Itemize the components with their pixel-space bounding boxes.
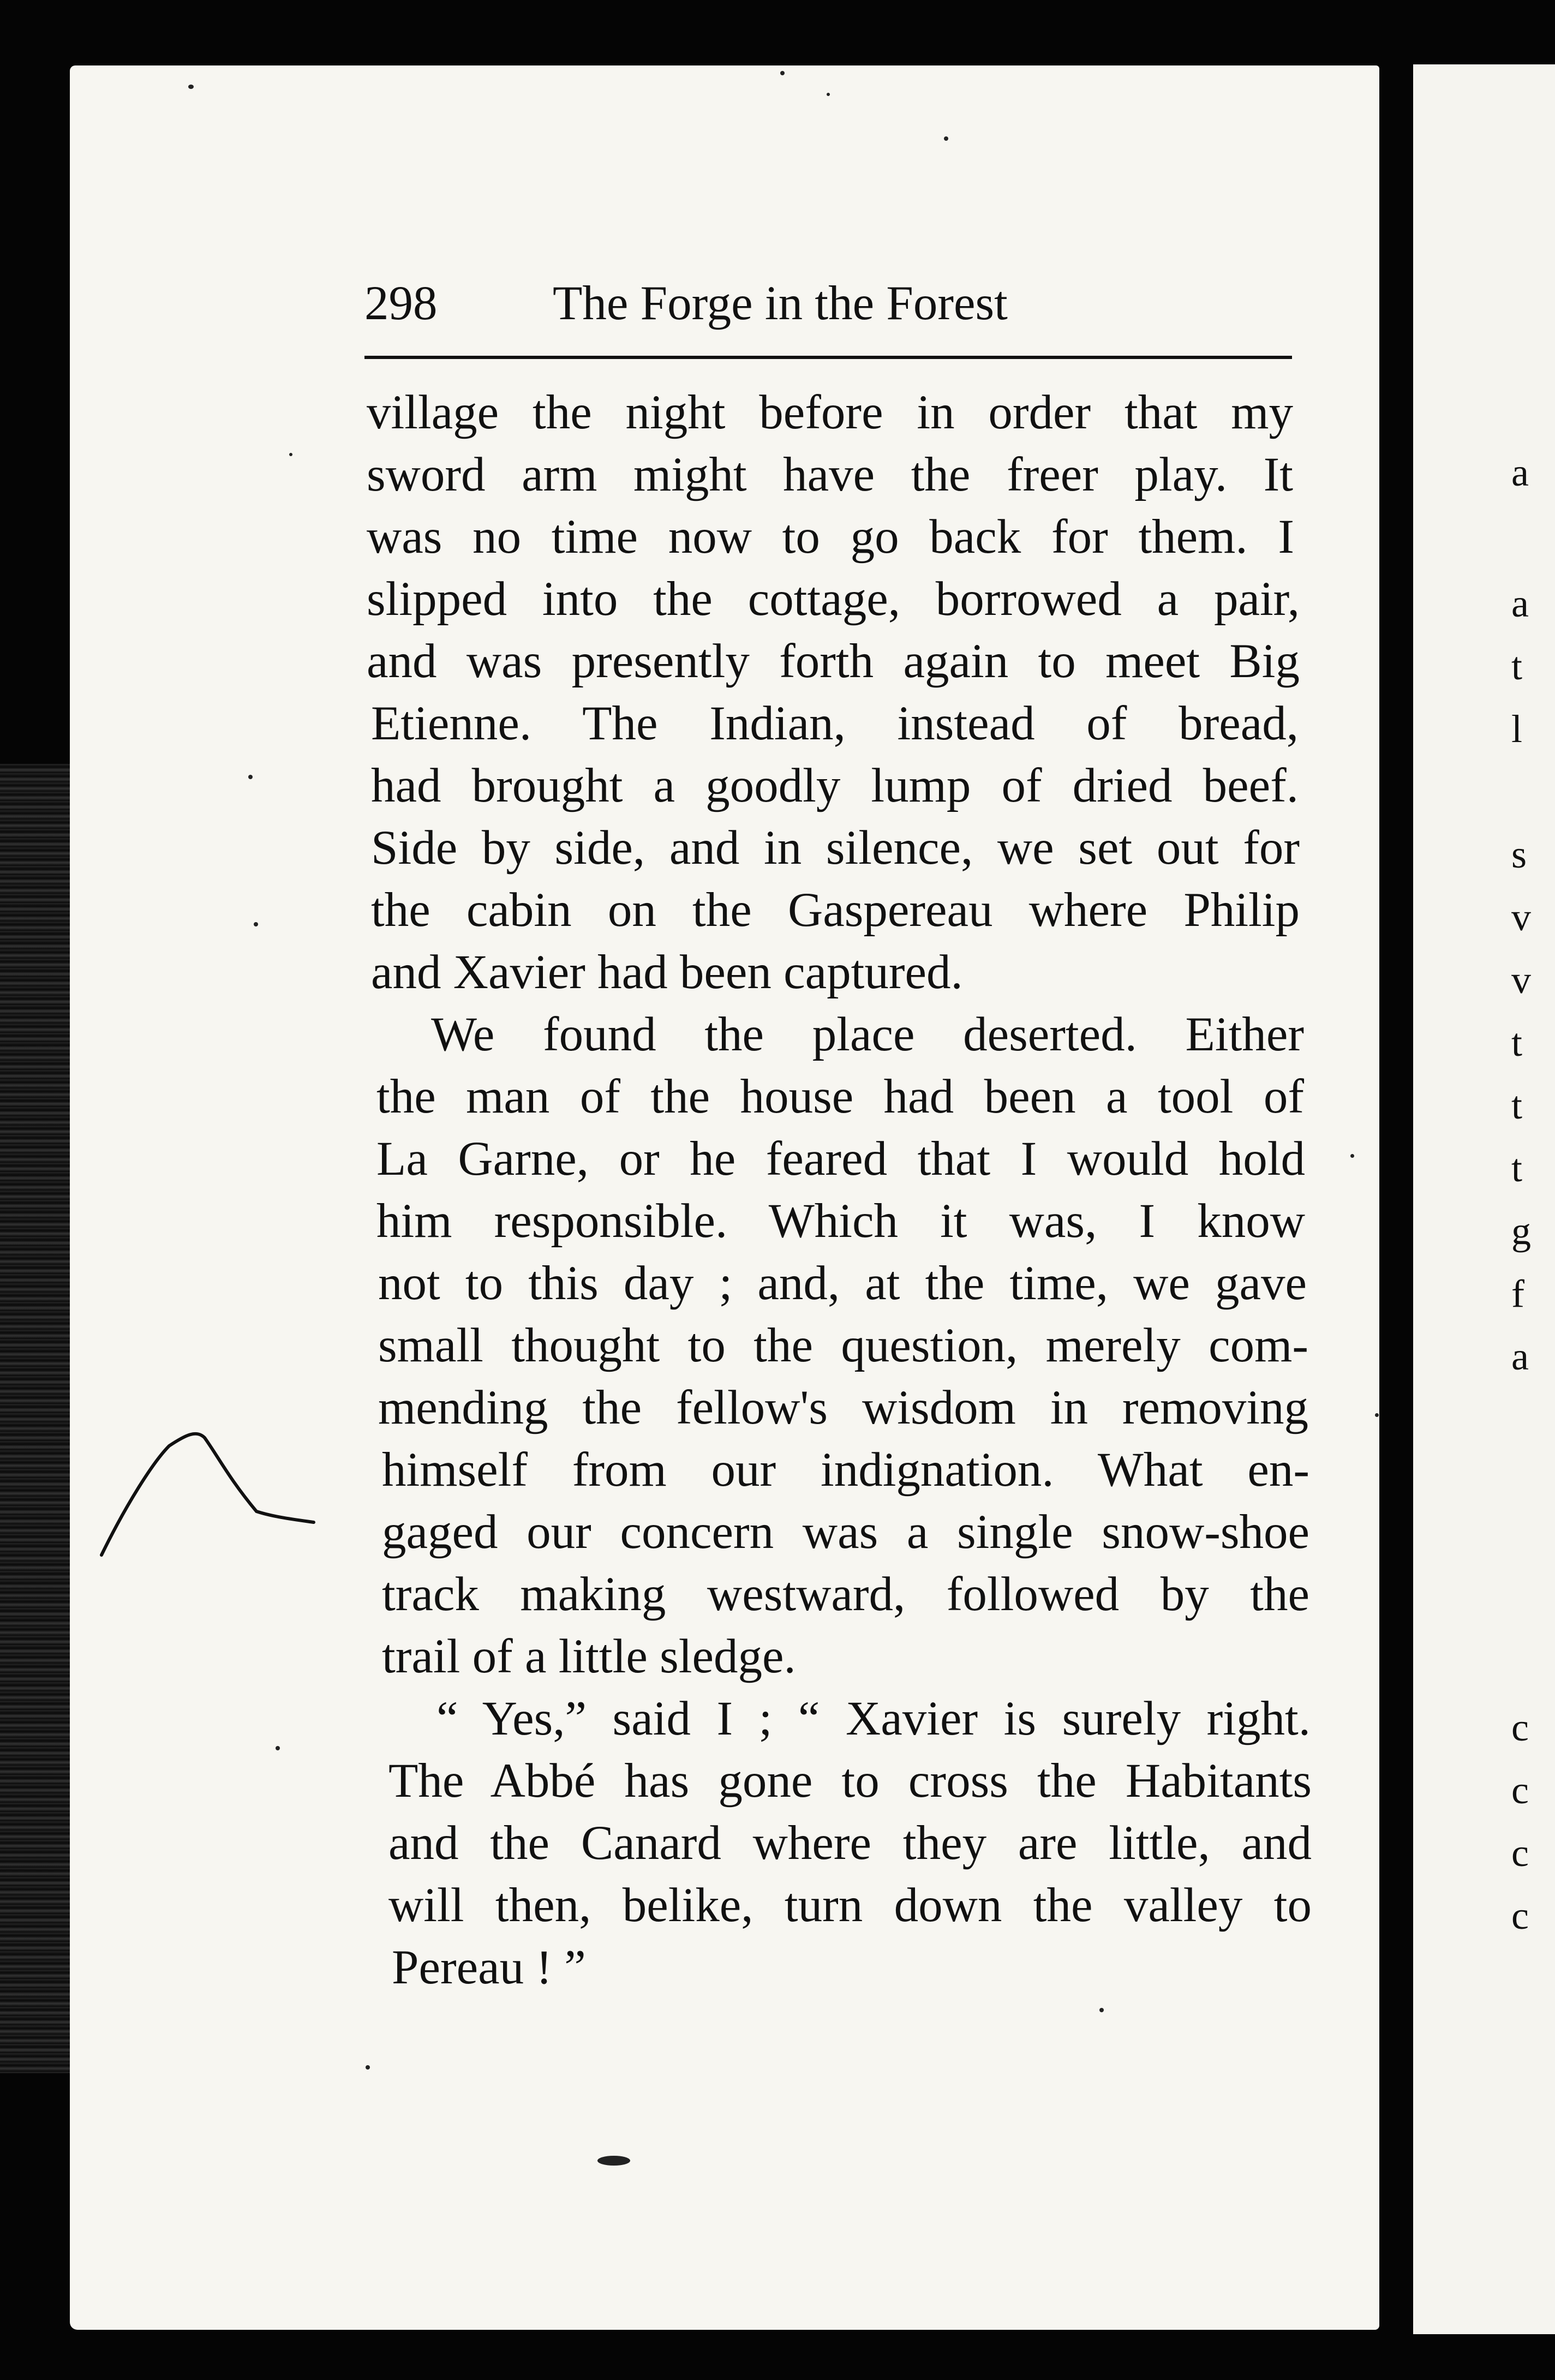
dust-speck [780,71,785,75]
facing-letter: v [1511,895,1531,939]
facing-letter: c [1511,1831,1529,1875]
dust-speck [248,775,253,779]
text-line: himself from our indignation. What en- [382,1443,1309,1497]
facing-letter: t [1511,1084,1523,1127]
text-line: the cabin on the Gaspereau where Philip [371,883,1300,937]
header-rule [364,356,1292,359]
facing-letter: c [1511,1768,1529,1812]
text-line: gaged our concern was a single snow-shoe [382,1505,1309,1559]
text-line: Pereau ! ” [392,1941,586,1994]
text-line: La Garne, or he feared that I would hold [376,1132,1305,1186]
text-line: slipped into the cottage, borrowed a pair, [367,572,1300,626]
text-line: not to this day ; and, at the time, we gave [378,1257,1307,1310]
text-line: and was presently forth again to meet Big [367,635,1300,688]
text-line: and the Canard where they are little, and [388,1816,1312,1870]
text-line: was no time now to go back for them. I [367,510,1294,564]
facing-letter: a [1511,451,1529,494]
text-line: village the night before in order that my [367,386,1293,439]
facing-letter: l [1511,707,1523,751]
facing-letter: v [1511,958,1531,1002]
dust-speck [1375,1413,1379,1417]
facing-letter: a [1511,582,1529,625]
dust-speck [289,453,292,456]
text-line: track making westward, followed by the [382,1568,1309,1621]
dust-speck [944,136,948,141]
facing-letter: c [1511,1894,1529,1938]
text-line: Etienne. The Indian, instead of bread, [371,697,1299,750]
text-line: had brought a goodly lump of dried beef. [371,759,1299,812]
handwritten-margin-mark [93,1397,333,1571]
facing-letter: g [1511,1209,1531,1253]
page-number: 298 [364,277,438,330]
dust-speck [1350,1154,1354,1158]
facing-page-edge [1413,64,1555,2334]
facing-letter: t [1511,1146,1523,1190]
facing-letter: s [1511,833,1527,876]
text-line: “ Yes,” said I ; “ Xavier is surely right. [436,1692,1311,1745]
text-line: The Abbé has gone to cross the Habitants [388,1754,1312,1808]
page-edge-shadow [0,764,70,2073]
text-line: mending the fellow's wisdom in removing [378,1381,1308,1434]
ink-smudge [595,2152,633,2169]
running-head [364,276,1292,336]
facing-letter: t [1511,1021,1523,1065]
text-line: trail of a little sledge. [382,1630,796,1683]
dust-speck [827,93,830,96]
dust-speck [366,2065,370,2070]
dust-speck [276,1746,280,1750]
text-line: small thought to the question, merely com- [378,1319,1308,1372]
text-line: the man of the house had been a tool of [376,1070,1304,1123]
dust-speck [188,85,194,89]
text-line: We found the place deserted. Either [431,1008,1304,1061]
facing-letter: a [1511,1335,1529,1378]
dust-speck [1099,2008,1104,2012]
running-title: The Forge in the Forest [553,277,1008,330]
facing-page-letters [1511,0,1533,2380]
dust-speck [254,922,258,926]
text-line: and Xavier had been captured. [371,946,963,999]
text-line: will then, belike, turn down the valley to [388,1879,1312,1932]
facing-letter: f [1511,1272,1524,1315]
text-line: Side by side, and in silence, we set out for [371,821,1300,875]
text-line: sword arm might have the freer play. It [367,448,1293,501]
facing-letter: c [1511,1706,1529,1749]
facing-letter: t [1511,644,1523,688]
text-line: him responsible. Which it was, I know [376,1194,1305,1248]
